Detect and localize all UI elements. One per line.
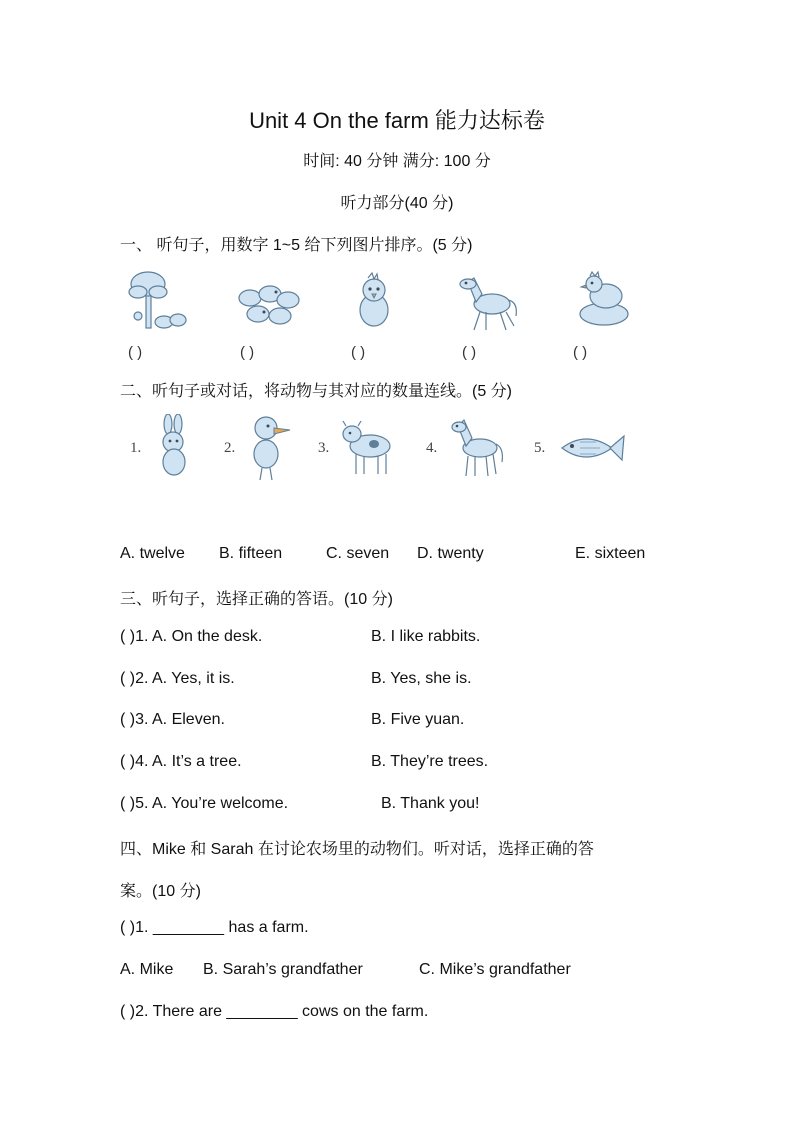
q1-heading: 一、 听句子，用数字 1~5 给下列图片排序。(5 分) <box>120 237 473 254</box>
option-c: C. seven <box>326 545 390 562</box>
q3-item-5-stem: ( )5. A. You’re welcome. <box>120 795 289 812</box>
q3-item-2-option-b: B. Yes, she is. <box>371 670 472 687</box>
option-d: D. twenty <box>417 545 484 562</box>
chick-icon <box>354 272 394 330</box>
fish-icon <box>556 430 626 466</box>
q4-item-1-option-b: B. Sarah’s grandfather <box>203 961 363 978</box>
q4-heading-line2: 案。(10 分) <box>120 883 201 900</box>
horse-icon-q1 <box>456 272 520 334</box>
animal-number-1: 1. <box>130 440 142 456</box>
animal-number-2: 2. <box>224 440 236 456</box>
exam-meta: 时间: 40 分钟 满分: 100 分 <box>303 153 491 170</box>
q3-item-3-option-b: B. Five yuan. <box>371 711 465 728</box>
sheep-flock-icon <box>236 278 302 328</box>
q4-item-1-option-c: C. Mike’s grandfather <box>419 961 571 978</box>
q4-item-1: ( )1. ________ has a farm. <box>120 919 309 936</box>
option-a: A. twelve <box>120 545 185 562</box>
section-title-listening: 听力部分(40 分) <box>340 195 454 212</box>
animal-number-5: 5. <box>534 440 546 456</box>
q3-item-3-stem: ( )3. A. Eleven. <box>120 711 225 728</box>
option-e: E. sixteen <box>575 545 646 562</box>
answer-blank-4[interactable]: ( ) <box>462 344 477 361</box>
animal-number-4: 4. <box>426 440 438 456</box>
answer-blank-3[interactable]: ( ) <box>351 344 366 361</box>
q3-item-2-stem: ( )2. A. Yes, it is. <box>120 670 235 687</box>
q3-item-4-option-b: B. They’re trees. <box>371 753 489 770</box>
q4-heading-line1: 四、Mike 和 Sarah 在讨论农场里的动物们。听对话，选择正确的答 <box>120 841 594 858</box>
q3-item-5-option-b: B. Thank you! <box>381 795 480 812</box>
q4-item-1-option-a: A. Mike <box>120 961 174 978</box>
option-b: B. fifteen <box>219 545 283 562</box>
q3-heading: 三、听句子，选择正确的答语。(10 分) <box>120 591 393 608</box>
animal-number-3: 3. <box>318 440 330 456</box>
q3-item-1-option-b: B. I like rabbits. <box>371 628 481 645</box>
horse-icon <box>448 414 504 478</box>
tree-sheep-icon <box>128 268 188 336</box>
q4-item-2: ( )2. There are ________ cows on the farm. <box>120 1003 429 1020</box>
q3-item-1-stem: ( )1. A. On the desk. <box>120 628 263 645</box>
q3-item-4-stem: ( )4. A. It’s a tree. <box>120 753 242 770</box>
duck-icon <box>246 414 292 482</box>
page-title: Unit 4 On the farm 能力达标卷 <box>249 108 545 133</box>
answer-blank-5[interactable]: ( ) <box>573 344 588 361</box>
hen-nest-icon <box>576 270 632 328</box>
cow-icon <box>340 418 396 476</box>
rabbit-icon <box>152 414 196 478</box>
q2-heading: 二、听句子或对话，将动物与其对应的数量连线。(5 分) <box>120 383 513 400</box>
answer-blank-1[interactable]: ( ) <box>128 344 143 361</box>
answer-blank-2[interactable]: ( ) <box>240 344 255 361</box>
